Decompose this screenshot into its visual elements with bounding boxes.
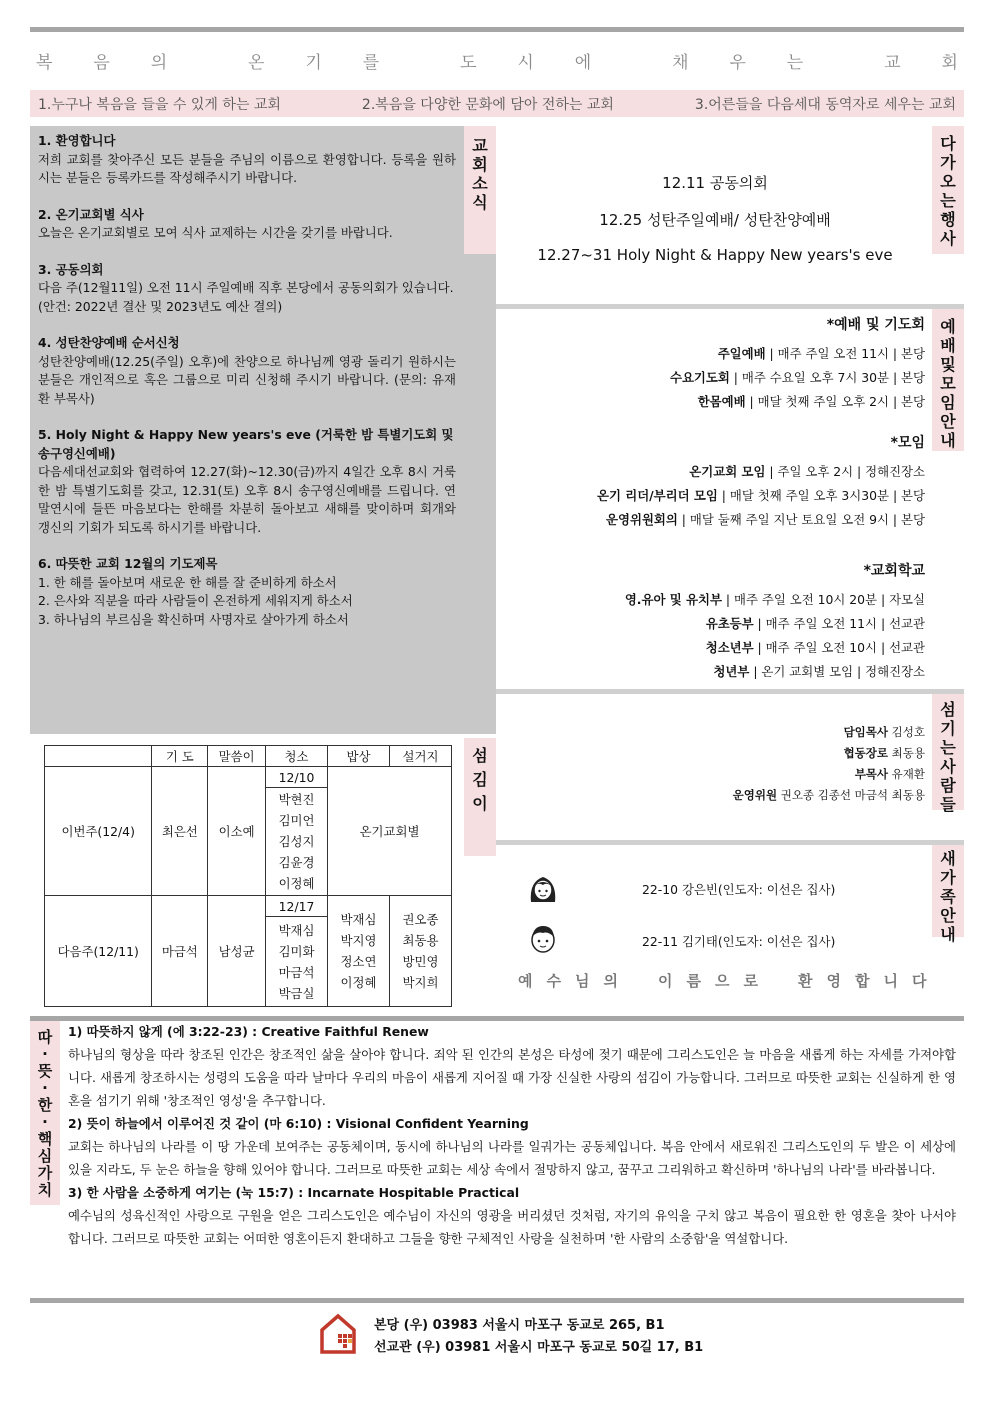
welcome-char: 다 [912,972,927,990]
server-names: 최동용 [888,746,925,760]
news-text: 다음세대선교회와 협력하여 12.27(화)~12.30(금)까지 4일간 오후 8시 거룩한 밤 특별기도회를 갖고, 12.31(토) 오후 8시 송구영신예배를 드립니다. 연말연시에 들뜬 마음보다는 한해를 차분히 돌아보고 새해를 맞이하며 회개와 갱신의 기회가 되도록 하시기를 바랍니다. [38,464,456,535]
meal-name: 박지영 [340,933,377,948]
label-char: 사 [940,229,956,248]
news-text: 3. 하나님의 부르심을 확신하며 사명자로 살아가게 하소서 [38,611,349,627]
church-logo [318,1312,358,1356]
dishes-name: 최동용 [402,933,439,948]
motto-char: 온 [248,53,265,73]
section-divider [496,304,964,309]
service-name: 주일예배 [717,346,766,361]
news-text: 1. 한 해를 돌아보며 새로운 한 해를 잘 준비하게 하소서 [38,574,337,590]
cleaner-name: 김성지 [278,834,315,849]
server-names: 유재환 [888,767,925,781]
motto-char: 에 [574,53,592,73]
church-motto [36,48,958,73]
dishes-name: 권오종 [402,912,439,927]
server-row [600,785,925,806]
church-logo-icon [318,1312,358,1356]
service-row [500,342,925,366]
meeting-detail: | 주일 오후 2시 | 정해진장소 [765,464,925,479]
label-char: 내 [940,925,956,944]
motto-char: 교 [884,53,901,73]
cleaner-name: 김윤경 [278,855,315,870]
label-char: 섬 [472,746,488,765]
motto-char: 의 [150,53,168,73]
worship-label [932,309,964,451]
welcome-char: 합 [855,972,870,990]
motto-char: 는 [786,53,804,73]
school-name: 청년부 [713,664,750,679]
prayer-name: 최은선 [152,767,208,896]
server-names: 권오종 김종선 마금석 최동용 [777,788,925,802]
dishes-cell [389,896,451,1007]
duty-header: 청소 [266,746,328,767]
welcome-char: 의 [603,972,618,990]
school-detail: | 매주 주일 오전 10시 | 선교관 [753,640,925,655]
meal-name: 정소연 [340,954,377,969]
label-char: · [42,1045,48,1063]
label-char: 가 [37,1164,53,1182]
news-text: 성탄찬양예배(12.25(주일) 오후)에 찬양으로 하나님께 영광 돌리기 원하시는 분들은 개인적으로 혹은 그룹으로 미리 신청해 주시기 바랍니다. (문의: 유재환 부목사) [38,353,456,406]
service-detail: | 매달 첫째 주일 오후 2시 | 본당 [745,394,925,409]
motto-char: 회 [941,53,958,73]
news-title: 4. 성탄찬양예배 순서신청 [38,335,180,350]
motto-char: 우 [729,53,746,73]
servers-label [932,694,964,814]
news-item [38,132,456,188]
server-role: 운영위원 [732,788,778,802]
cleaner-name: 박현진 [278,792,315,807]
motto-char: 기 [305,53,322,73]
newcomer-item: 22-11 김기태(인도자: 이선은 집사) [642,934,836,949]
label-char: 가 [940,153,956,172]
cleaner-name: 이정혜 [278,876,315,891]
news-text: 다음 주(12월11일) 오전 11시 주일예배 직후 본당에서 공동의회가 있습니다. [38,280,454,295]
label-char: 교 [472,136,488,155]
section-divider [496,689,964,694]
school-detail: | 매주 주일 오전 11시 | 선교관 [753,616,925,631]
duty-table [44,745,452,1007]
top-rule [30,27,964,32]
worship-heading: *예배 및 기도회 [826,317,925,333]
event-item: 12.25 성탄주일예배/ 성탄찬양예배 [599,211,831,229]
welcome-char: 예 [518,972,533,990]
dishes-name: 방민영 [402,954,439,969]
meeting-row [500,460,925,484]
label-char: 예 [940,317,956,336]
label-char: 안 [940,412,956,431]
welcome-char: 이 [658,972,673,990]
label-char: 람 [940,776,956,795]
cleaner-name: 김미화 [278,943,315,959]
service-row [500,366,925,390]
tagline: 1.누구나 복음을 들을 수 있게 하는 교회 [38,96,281,113]
label-char: 식 [472,193,488,212]
label-char: 사 [940,757,956,776]
label-char: 뜻 [37,1062,53,1080]
duty-header [45,746,152,767]
newcomer-item: 22-10 강은빈(인도자: 이선은 집사) [642,882,836,897]
news-item [38,334,456,408]
welcome-char: 수 [546,972,561,990]
service-detail: | 매주 수요일 오후 7시 30분 | 본당 [729,370,925,385]
label-char: 배 [940,336,956,355]
cleaners-cell [266,788,328,896]
meeting-name: 온기 리더/부리더 모임 [596,488,718,503]
motto-char: 도 [460,53,477,73]
server-role: 부목사 [854,767,889,781]
meeting-name: 운영위원회의 [606,512,678,527]
event-item: 12.27~31 Holy Night & Happy New years's eve [537,246,893,264]
label-char: 치 [37,1181,53,1199]
tagline: 2.복음을 다양한 문화에 담아 전하는 교회 [361,96,614,113]
cleaner-name: 박재심 [278,922,315,938]
female-face-icon [526,872,560,906]
welcome-char: 환 [798,972,813,990]
service-name: 수요기도회 [669,370,730,385]
service-detail: | 매주 주일 오전 11시 | 본당 [765,346,925,361]
label-char: 행 [940,210,956,229]
upcoming-events [500,172,930,280]
label-char: 는 [940,191,956,210]
week-label: 이번주(12/4) [45,767,152,896]
core-text: 하나님의 형상을 따라 창조된 인간은 창조적인 삶을 살아야 합니다. 죄악 된 인간의 본성은 타성에 젖기 때문에 그리스도인은 늘 마음을 새롭게 하는 자세를 가져야합니다. 새롭게 창조하시는 성령의 도움을 따라 날마다 우리의 마음이 새롭게 지어질 때 가장 신실한 사랑의 섬김이 가능합니다. 그러므로 따뜻한 교회는 신실하게 한 영혼을 섬기기 위해 '창조적인 영성'을 추구합니다. [68,1047,956,1108]
worship-schedule [500,314,925,684]
news-title: 1. 환영합니다 [38,133,116,148]
label-char: 한 [37,1096,53,1114]
cleaners-cell [266,917,328,1007]
footer-address [374,1315,703,1359]
news-title: 3. 공동의회 [38,261,104,277]
meal-name: 이정혜 [340,975,377,990]
label-char: 따 [37,1028,53,1046]
news-item [38,555,456,629]
bottom-rule [30,1298,964,1303]
motto-char: 음 [93,53,110,73]
label-char: 족 [940,887,956,906]
news-text: 2. 은사와 직분을 따라 사람들이 온전하게 세워지게 하소서 [38,593,353,608]
label-char: 안 [940,906,956,925]
news-text: 오늘은 온기교회별로 모여 식사 교제하는 시간을 갖기를 바랍니다. [38,225,393,240]
newcomers-label [932,845,964,944]
news-title: 6. 따뜻한 교회 12월의 기도제목 [38,556,218,571]
duty-label [464,738,496,856]
section-divider [496,840,964,845]
core-title: 3) 한 사람을 소중하게 여기는 (눅 15:7) : Incarnate Hospitable Practical [68,1185,520,1200]
meeting-row [500,508,925,532]
label-char: 새 [940,849,956,868]
address-mission: 선교관 (우) 03981 서울시 마포구 동교로 50길 17, B1 [374,1340,704,1355]
meeting-heading: *모임 [890,435,925,451]
male-face-icon [526,922,560,956]
label-char: 모 [940,374,956,393]
server-role: 담임목사 [843,725,889,739]
server-row [600,743,925,764]
label-char: 핵 [37,1130,53,1148]
clean-date: 12/10 [266,767,328,788]
duty-header: 설거지 [389,746,451,767]
school-row [500,660,925,684]
school-row [500,588,925,612]
welcome-char: 름 [686,972,701,990]
school-name: 유초등부 [705,616,754,631]
clean-date: 12/17 [266,896,328,917]
meeting-row [500,484,925,508]
welcome-char: 으 [715,972,730,990]
welcome-char: 로 [743,972,758,990]
label-char: 기 [940,719,956,738]
prayer-name: 마금석 [152,896,208,1007]
welcome-message [518,970,927,991]
news-item [38,426,456,537]
server-names: 김성호 [888,725,925,739]
news-text: 저희 교회를 찾아주신 모든 분들을 주님의 이름으로 환영합니다. 등록을 원하시는 분들은 등록카드를 작성해주시기 바랍니다. [38,151,456,185]
school-detail: | 매주 주일 오전 10시 20분 | 자모실 [721,592,925,607]
upcoming-label [932,126,964,254]
label-char: 임 [940,393,956,412]
school-row [500,636,925,660]
server-role: 협동장로 [843,746,889,760]
week-label: 다음주(12/11) [45,896,152,1007]
service-row [500,390,925,414]
label-char: 및 [940,355,956,374]
duty-header: 밥상 [328,746,390,767]
core-title: 2) 뜻이 하늘에서 이루어진 것 같이 (마 6:10) : Visional Confident Yearning [68,1116,529,1131]
motto-char: 채 [672,53,689,73]
news-title: 2. 온기교회별 식사 [38,206,144,222]
school-row [500,612,925,636]
school-name: 청소년부 [705,640,754,655]
news-item [38,261,456,317]
cleaner-name: 마금석 [278,964,315,980]
event-item: 12.11 공동의회 [662,174,768,192]
service-name: 한몸예배 [697,394,746,409]
meeting-detail: | 매달 첫째 주일 오후 3시30분 | 본당 [717,488,925,503]
welcome-char: 영 [826,972,841,990]
cleaner-name: 박금실 [278,985,315,1001]
core-text: 교회는 하나님의 나라를 이 땅 가운데 보여주는 공동체이며, 동시에 하나님의 나라를 일궈가는 공동체입니다. 복음 안에서 새로워진 그리스도인의 두 발은 이 세상에 있을 지라도, 두 눈은 하늘을 향해 있어야 합니다. 그러므로 따뜻한 교회는 세상 속에서 절망하지 않고, 꿈꾸고 그리워하고 확신하며 '하나님의 나라'를 바라봅니다. [68,1139,956,1177]
meeting-detail: | 매달 둘째 주일 지난 토요일 오전 9시 | 본당 [677,512,925,527]
school-heading: *교회학교 [863,563,925,579]
motto-char: 복 [36,53,53,73]
newcomer-avatar-female [526,872,560,906]
label-char: · [42,1113,48,1131]
label-char: 들 [940,795,956,814]
duty-header: 기 도 [152,746,208,767]
core-values-label [30,1021,60,1205]
label-char: 내 [940,431,956,450]
dishes-name: 박지희 [402,975,439,990]
reader-name: 이소예 [208,767,266,896]
core-text: 예수님의 성육신적인 사랑으로 구원을 얻은 그리스도인은 예수님이 자신의 영광을 버리셨던 것처럼, 자기의 유익을 구치 않고 복음이 필요한 한 영혼을 찾아 나서야 합니다. 그러므로 따뜻한 교회는 어떠한 영혼이든지 환대하고 그들을 향한 구체적인 사랑을 실천하며 '한 사람의 소중함'을 역설합니다. [68,1208,956,1246]
label-char: 심 [37,1147,53,1165]
core-values [68,1020,956,1250]
church-news-panel [30,126,464,734]
servers-list [600,722,925,806]
tagline-bar [30,90,964,117]
reader-name: 남성균 [208,896,266,1007]
label-char: · [42,1079,48,1097]
welcome-char: 니 [883,972,898,990]
church-news-label [464,126,496,254]
label-char: 가 [940,868,956,887]
tagline: 3.어른들을 다음세대 동역자로 세우는 교회 [694,96,956,113]
label-char: 회 [472,155,488,174]
label-char: 섬 [940,700,956,719]
duty-header: 말씀이 [208,746,266,767]
label-char: 다 [940,134,956,153]
meal-team: 온기교회별 [328,767,452,896]
server-row [600,722,925,743]
school-name: 영.유아 및 유치부 [624,592,722,607]
label-char: 오 [940,172,956,191]
news-title: 5. Holy Night & Happy New years's eve (거룩한 밤 특별기도회 및 송구영신예배) [38,427,454,461]
cleaner-name: 김미언 [278,813,315,828]
news-item [38,206,456,243]
motto-char: 시 [517,53,534,73]
label-char: 는 [940,738,956,757]
meal-name: 박재심 [340,912,377,927]
school-detail: | 온기 교회별 모임 | 정해진장소 [749,664,925,679]
address-main: 본당 (우) 03983 서울시 마포구 동교로 265, B1 [374,1318,665,1333]
label-char: 소 [472,174,488,193]
newcomer-avatar-male [526,922,560,956]
motto-char: 를 [362,53,380,73]
label-char: 이 [472,794,488,813]
news-text: (안건: 2022년 결산 및 2023년도 예산 결의) [38,298,283,314]
label-char: 김 [472,770,488,789]
meal-cell [328,896,390,1007]
welcome-char: 님 [575,972,590,990]
meeting-name: 온기교회 모임 [689,464,766,479]
core-title: 1) 따뜻하지 않게 (에 3:22-23) : Creative Faithful Renew [68,1024,429,1039]
server-row [600,764,925,785]
